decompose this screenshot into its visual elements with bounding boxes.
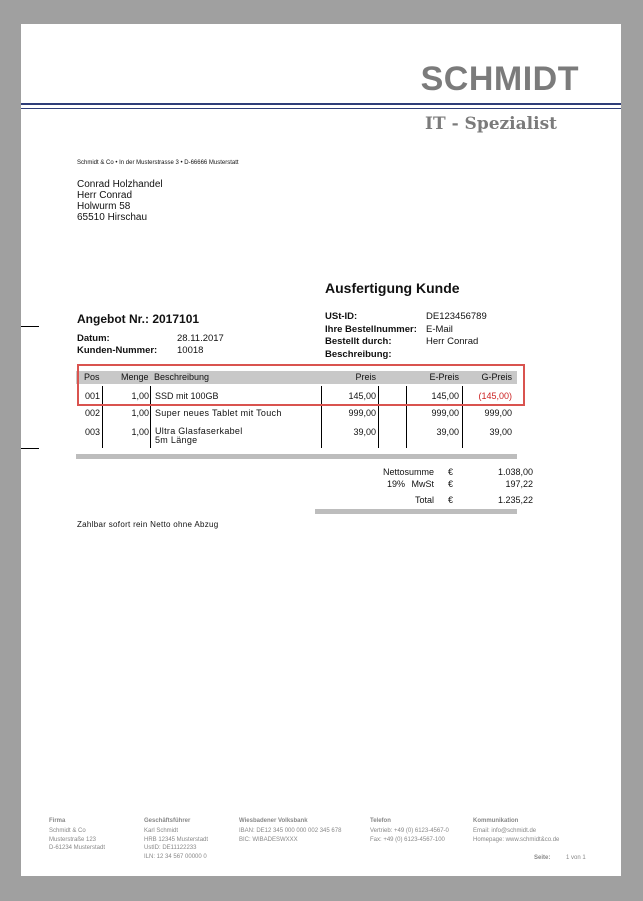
row-epreis: 999,00	[431, 408, 459, 418]
page-label: Seite:	[534, 855, 551, 861]
footer-firma-heading: Firma	[49, 818, 66, 824]
kunden-label: Kunden-Nummer:	[77, 345, 158, 356]
beschreibung-label: Beschreibung:	[325, 349, 392, 360]
row-menge: 1,00	[131, 391, 149, 401]
header-rule-thin	[21, 108, 621, 109]
footer-tel	[370, 827, 449, 844]
brand-tagline: IT - Spezialist	[425, 114, 557, 134]
row-preis: 39,00	[353, 427, 376, 437]
footer-line: Vertrieb: +49 (0) 6123-4567-0	[370, 828, 449, 834]
footer-firma	[49, 827, 105, 853]
header-pos: Pos	[84, 372, 100, 382]
document-page	[21, 24, 621, 876]
row-pos: 002	[85, 408, 101, 418]
row-gpreis: 999,00	[484, 408, 512, 418]
row-epreis: 145,00	[431, 391, 459, 401]
bestell-label: Ihre Bestellnummer:	[325, 324, 417, 335]
payment-note: Zahlbar sofort rein Netto ohne Abzug	[77, 520, 219, 529]
copy-label: Ausfertigung Kunde	[325, 280, 460, 296]
header-rule	[21, 103, 621, 105]
datum-label: Datum:	[77, 333, 110, 344]
footer-komm-heading: Kommunikation	[473, 818, 519, 824]
table-end-bar	[76, 454, 517, 459]
mwst-currency: €	[448, 479, 454, 489]
netto-label: Nettosumme	[382, 467, 434, 477]
netto-currency: €	[448, 467, 454, 477]
bestellt-value: Herr Conrad	[426, 336, 479, 347]
footer-line: Musterstraße 123	[49, 836, 97, 843]
header-preis: Preis	[355, 372, 376, 382]
recipient-line: Herr Conrad	[77, 190, 133, 201]
footer-tel-heading: Telefon	[370, 818, 391, 824]
selection-highlight	[77, 364, 525, 406]
row-gpreis: (145,00)	[478, 391, 512, 401]
bestellt-label: Bestellt durch:	[325, 336, 392, 347]
footer-line: Schmidt & Co	[49, 828, 86, 834]
ust-value: DE123456789	[426, 311, 487, 322]
row-pos: 003	[85, 427, 101, 437]
row-menge: 1,00	[131, 427, 149, 437]
offer-title: Angebot Nr.: 2017101	[77, 312, 200, 326]
recipient-line: Conrad Holzhandel	[77, 179, 163, 190]
recipient-line: Holwurm 58	[77, 201, 131, 212]
footer-line: HRB 12345 Musterstadt	[144, 836, 209, 843]
row-preis: 999,00	[348, 408, 376, 418]
row-beschreibung: SSD mit 100GB	[155, 391, 219, 401]
netto-value: 1.038,00	[497, 467, 533, 477]
footer-bank-heading: Wiesbadener Volksbank	[239, 818, 308, 824]
header-menge: Menge	[121, 372, 149, 382]
footer-gf-heading: Geschäftsführer	[144, 818, 191, 824]
row-beschreibung-2: 5m Länge	[155, 435, 198, 445]
header-epreis: E-Preis	[429, 372, 459, 382]
footer-bank	[239, 827, 341, 844]
ust-label: USt-ID:	[325, 311, 358, 322]
fold-mark	[21, 326, 39, 327]
header-beschreibung: Beschreibung	[154, 372, 210, 382]
sender-line: Schmidt & Co • In der Musterstrasse 3 • D-66666 Musterstatt	[77, 160, 239, 166]
total-label: Total	[414, 495, 434, 505]
kunden-value: 10018	[177, 345, 204, 356]
footer-line: UstID: DE11122233	[144, 845, 197, 851]
recipient-line: 65510 Hirschau	[77, 212, 148, 223]
row-gpreis: 39,00	[489, 427, 512, 437]
recipient-address	[77, 179, 163, 223]
footer-line: ILN: 12 34 567 00000 0	[144, 853, 207, 860]
bestell-value: E-Mail	[426, 324, 453, 335]
footer-line: Karl Schmidt	[144, 828, 179, 834]
mwst-label: MwSt	[411, 479, 434, 489]
mwst-percent: 19%	[387, 479, 406, 489]
footer-line: Homepage: www.schmidt&co.de	[473, 836, 560, 843]
row-pos: 001	[85, 391, 101, 401]
fold-mark	[21, 448, 39, 449]
footer-line: Email: info@schmidt.de	[473, 828, 537, 834]
row-menge: 1,00	[131, 408, 149, 418]
footer-line: IBAN: DE12 345 000 000 002 345 678	[239, 828, 342, 834]
footer-line: D-61234 Musterstadt	[49, 845, 106, 851]
total-value: 1.235,22	[497, 495, 533, 505]
row-preis: 145,00	[348, 391, 376, 401]
footer-line: BIC: WIBADESWXXX	[239, 836, 298, 843]
footer-line: Fax: +49 (0) 6123-4567-100	[370, 836, 445, 843]
footer-komm	[473, 827, 559, 844]
row-beschreibung: Ultra Glasfaserkabel	[155, 426, 243, 436]
footer-gf	[144, 827, 208, 861]
brand-logo: SCHMIDT	[420, 60, 579, 98]
mwst-value: 197,22	[505, 479, 533, 489]
total-bar	[315, 509, 517, 514]
row-beschreibung: Super neues Tablet mit Touch	[155, 408, 282, 418]
header-gpreis: G-Preis	[481, 372, 512, 382]
total-currency: €	[448, 495, 454, 505]
datum-value: 28.11.2017	[177, 333, 224, 344]
page-value: 1 von 1	[566, 855, 586, 861]
row-epreis: 39,00	[436, 427, 459, 437]
